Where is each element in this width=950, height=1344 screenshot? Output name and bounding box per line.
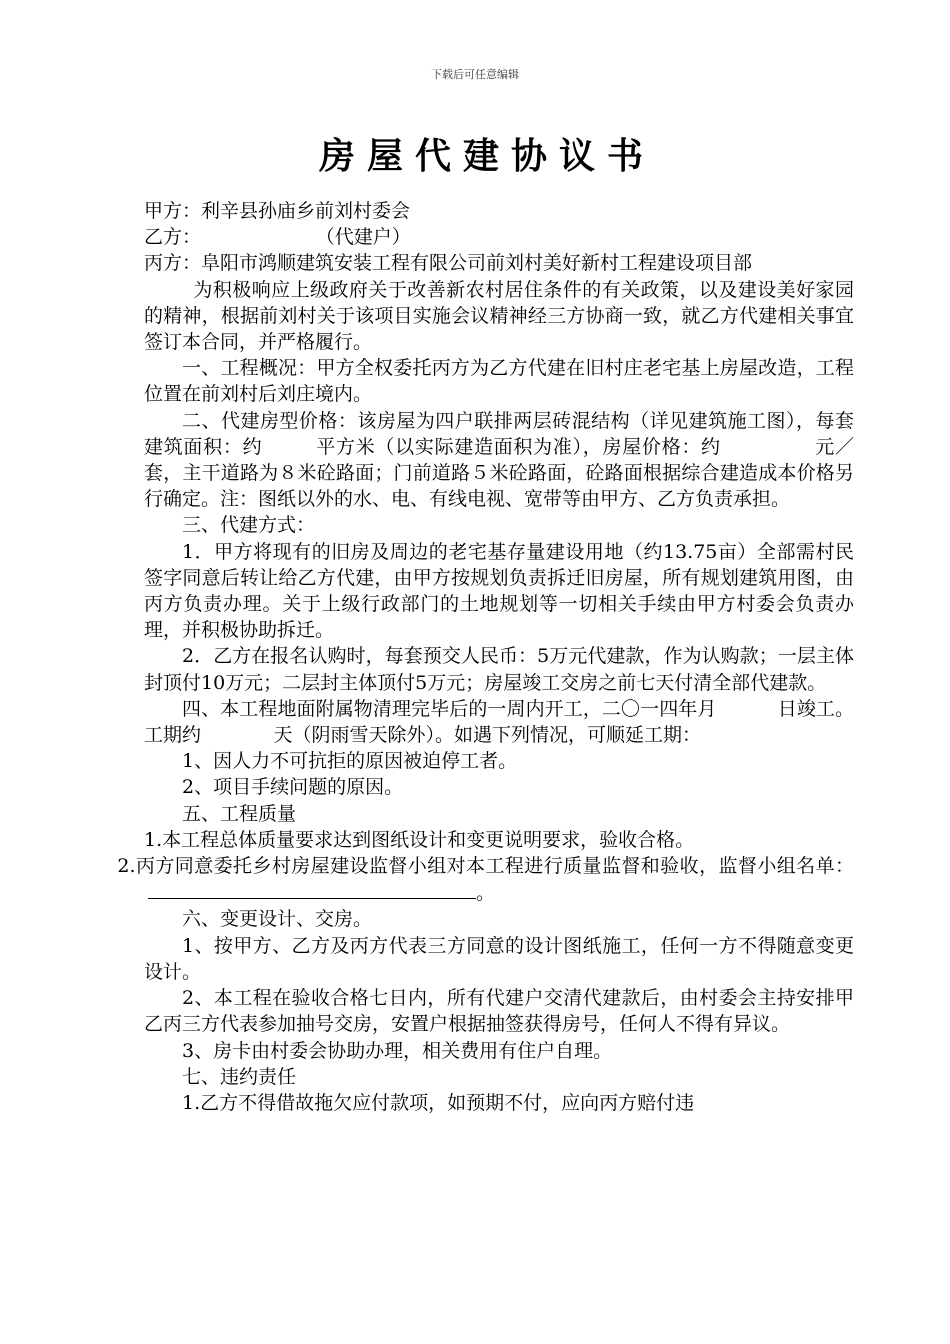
- section-6-item-3: 3、房卡由村委会协助办理，相关费用有住户自理。: [182, 1039, 613, 1062]
- section-7-item-1: 1.乙方不得借故拖欠应付款项，如预期不付，应向丙方赔付违: [182, 1091, 695, 1114]
- party-c-line: 丙方：阜阳市鸿顺建筑安装工程有限公司前刘村美好新村工程建设项目部: [144, 252, 753, 275]
- section-4-schedule: 四、本工程地面附属物清理完毕后的一周内开工，二〇一四年月 日竣工。工期约 天（阴雨雪天除外）。如遇下列情况，可顺延工期：: [144, 697, 854, 747]
- section-5-item-1: 1.本工程总体质量要求达到图纸设计和变更说明要求，验收合格。: [144, 828, 695, 851]
- supervision-team-blank-line: [148, 879, 476, 899]
- preamble-paragraph: 为积极响应上级政府关于改善新农村居住条件的有关政策，以及建设美好家园的精神，根据前刘村关于该项目实施会议精神经三方协商一致，就乙方代建相关事宜签订本合同，并严格履行。: [144, 278, 854, 354]
- section-5-item-2-end: 。: [476, 882, 496, 905]
- section-3-item-1: 1．甲方将现有的旧房及周边的老宅基存量建设用地（约13.75亩）全部需村民签字同意后转让给乙方代建，由甲方按规划负责拆迁旧房屋，所有规划建筑用图，由丙方负责办理。关于上级行政部门的土地规划等一切相关手续由甲方村委会负责办理，并积极协助拆迁。: [144, 540, 854, 642]
- section-3-heading: 三、代建方式：: [182, 514, 316, 537]
- section-7-heading: 七、违约责任: [182, 1065, 297, 1088]
- section-1-overview: 一、工程概况：甲方全权委托丙方为乙方代建在旧村庄老宅基上房屋改造，工程位置在前刘村后刘庄境内。: [144, 357, 854, 406]
- page-header-note: 下载后可任意编辑: [431, 68, 519, 81]
- section-3-item-2: 2．乙方在报名认购时，每套预交人民币：5万元代建款，作为认购款；一层主体封顶付10万元；二层封主体顶付5万元；房屋竣工交房之前七天付清全部代建款。: [144, 645, 854, 694]
- section-2-price: 二、代建房型价格：该房屋为四户联排两层砖混结构（详见建筑施工图），每套建筑面积：约 平方米（以实际建造面积为准），房屋价格：约 元／套，主干道路为８米砼路面；门前道路５米砼路面，砼路面根据综合建造成本价格另行确定。注：图纸以外的水、电、有线电视、宽带等由甲方、乙方负责承担。: [144, 409, 854, 511]
- section-4-item-1: 1、因人力不可抗拒的原因被迫停工者。: [182, 750, 518, 773]
- section-4-item-2: 2、项目手续问题的原因。: [182, 776, 404, 799]
- document-title: 房屋代建协议书: [318, 135, 655, 177]
- document-body: [117, 198, 854, 1116]
- section-6-heading: 六、变更设计、交房。: [182, 908, 373, 931]
- section-5-item-2-text: 2.丙方同意委托乡村房屋建设监督小组对本工程进行质量监督和验收，监督小组名单：: [117, 855, 854, 878]
- section-5-heading: 五、工程质量: [182, 802, 297, 825]
- section-6-item-1: 1、按甲方、乙方及丙方代表三方同意的设计图纸施工，任何一方不得随意变更设计。: [144, 934, 854, 983]
- party-a-line: 甲方：利辛县孙庙乡前刘村委会: [144, 200, 411, 222]
- section-5-item-2: [117, 853, 854, 906]
- party-b-line: 乙方： （代建户）: [144, 226, 411, 249]
- section-6-item-2: 2、本工程在验收合格七日内，所有代建户交清代建款后，由村委会主持安排甲乙丙三方代表参加抽号交房，安置户根据抽签获得房号，任何人不得有异议。: [144, 987, 854, 1036]
